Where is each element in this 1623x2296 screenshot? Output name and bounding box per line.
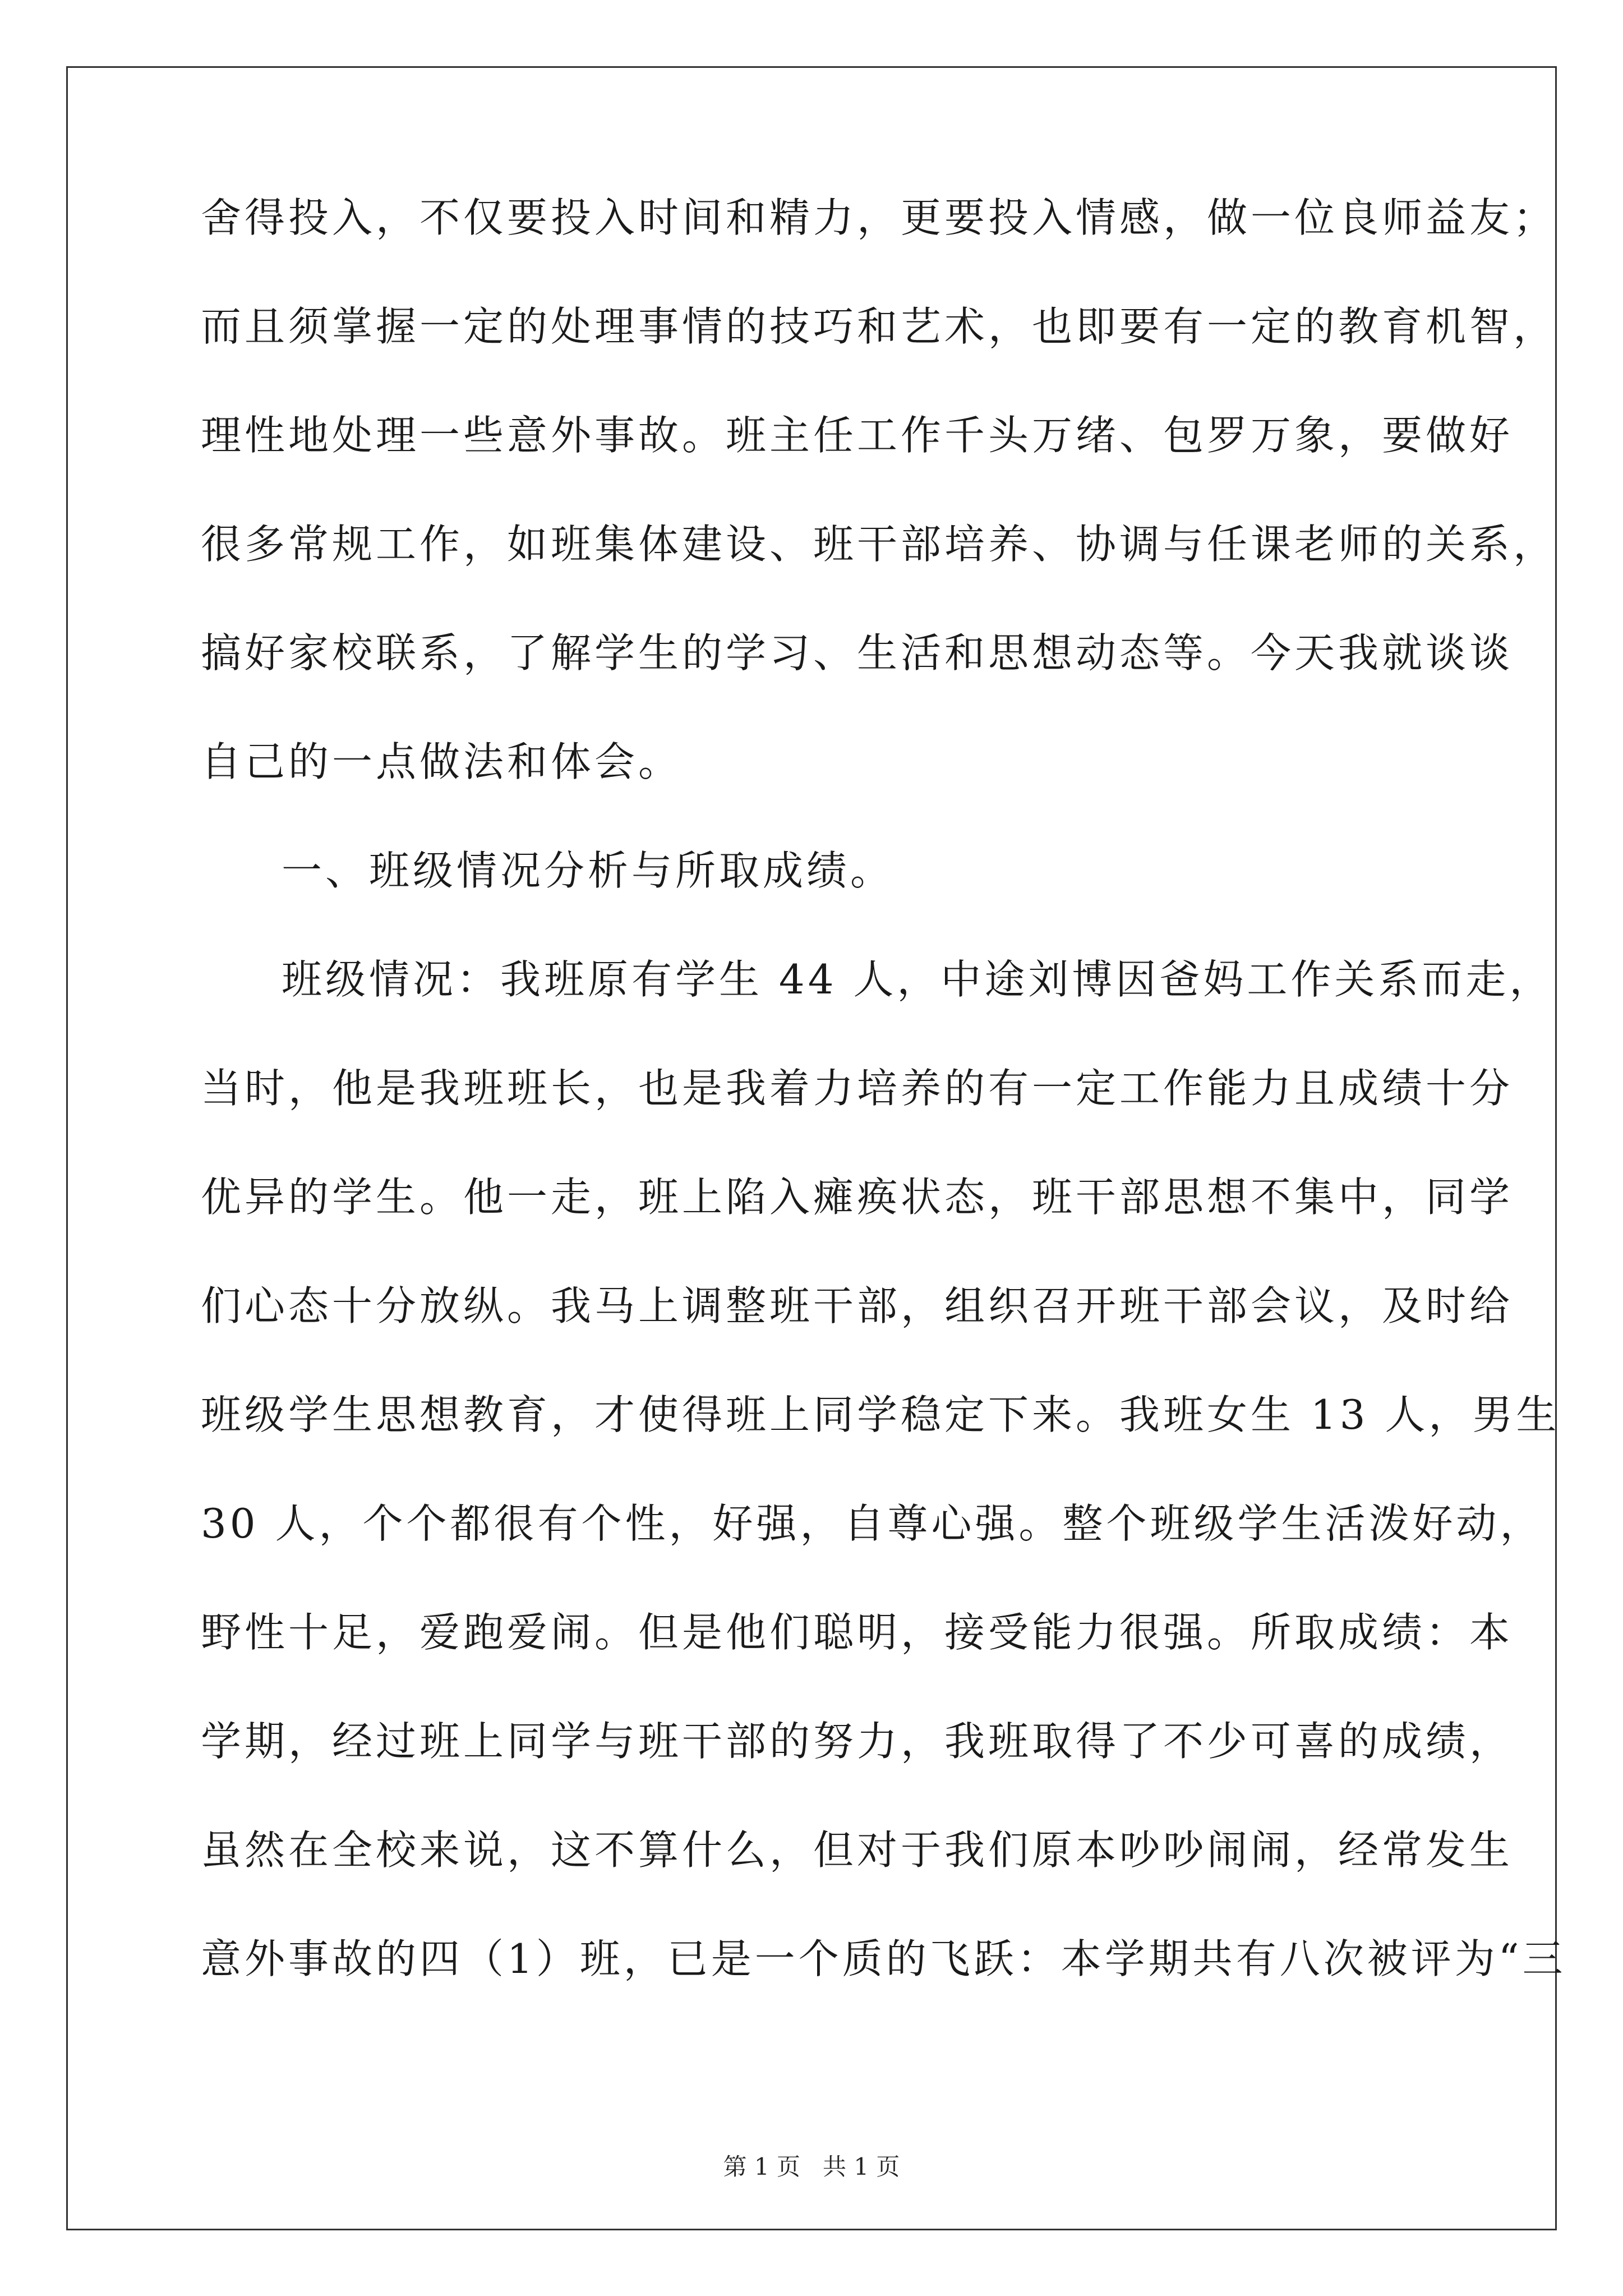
- document-body: [201, 194, 1566, 2045]
- text-line: 舍得投入，不仅要投入时间和精力，更要投入情感，做一位良师益友；: [201, 194, 1557, 241]
- text-line: 优异的学生。他一走，班上陷入瘫痪状态，班干部思想不集中，同学: [201, 1174, 1514, 1221]
- text-line: 班级情况：我班原有学生 44 人，中途刘博因爸妈工作关系而走，: [282, 956, 1553, 1003]
- text-line: 很多常规工作，如班集体建设、班干部培养、协调与任课老师的关系，: [201, 521, 1557, 568]
- text-line: 理性地处理一些意外事故。班主任工作千头万绪、包罗万象，要做好: [201, 412, 1514, 459]
- text-line: 意外事故的四（1）班，已是一个质的飞跃：本学期共有八次被评为“三: [201, 1935, 1566, 1982]
- text-line: 学期，经过班上同学与班干部的努力，我班取得了不少可喜的成绩，: [201, 1718, 1514, 1765]
- text-line: 班级学生思想教育，才使得班上同学稳定下来。我班女生 13 人，男生: [201, 1391, 1560, 1438]
- text-line: 野性十足，爱跑爱闹。但是他们聪明，接受能力很强。所取成绩：本: [201, 1609, 1514, 1656]
- section-heading: 一、班级情况分析与所取成绩。: [282, 847, 895, 894]
- text-line: 自己的一点做法和体会。: [201, 738, 683, 785]
- text-line: 搞好家校联系，了解学生的学习、生活和思想动态等。今天我就谈谈: [201, 629, 1514, 677]
- page-number: 第 1 页: [723, 2153, 800, 2180]
- text-line: 当时，他是我班班长，也是我着力培养的有一定工作能力且成绩十分: [201, 1065, 1514, 1112]
- page-footer: [0, 2153, 1623, 2181]
- text-line: 虽然在全校来说，这不算什么，但对于我们原本吵吵闹闹，经常发生: [201, 1826, 1514, 1874]
- text-line: 30 人，个个都很有个性，好强，自尊心强。整个班级学生活泼好动，: [201, 1500, 1544, 1547]
- page-total: 共 1 页: [823, 2153, 900, 2180]
- text-line: 而且须掌握一定的处理事情的技巧和艺术，也即要有一定的教育机智，: [201, 303, 1557, 350]
- text-line: 们心态十分放纵。我马上调整班干部，组织召开班干部会议，及时给: [201, 1282, 1514, 1329]
